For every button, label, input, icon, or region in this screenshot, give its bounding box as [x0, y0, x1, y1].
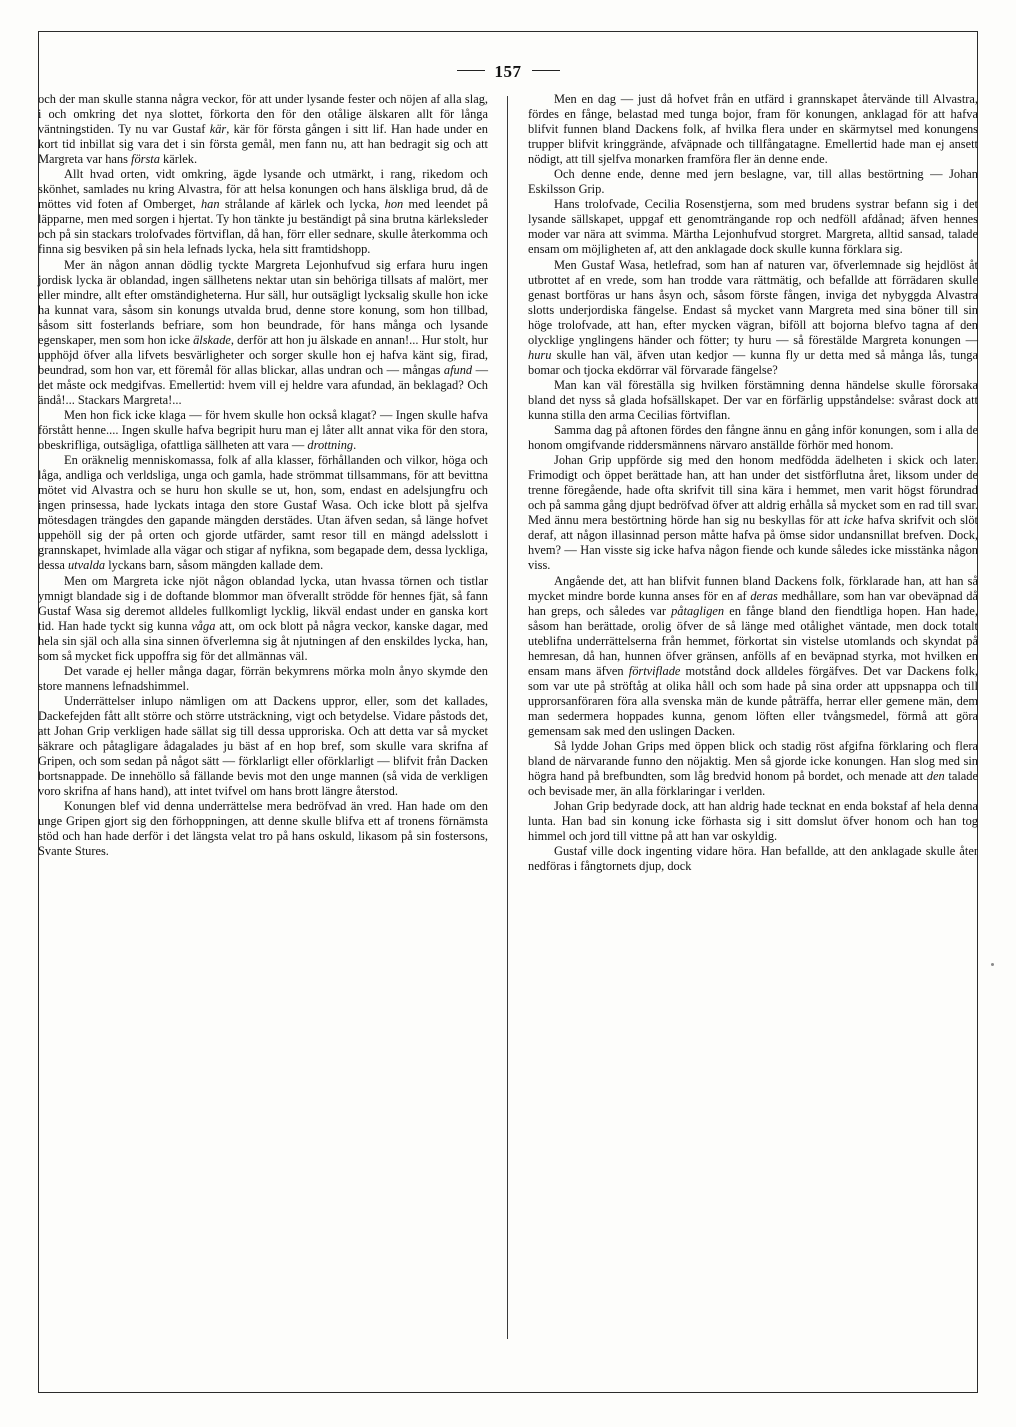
paragraph: Mer än någon annan dödlig tyckte Margreta Lejonhufvud sig erfara huru ingen jordisk lycka är oblandad, ingen sällhetens nektar utan sin behöriga tillsats af malört, mer eller mindre, allt efter omständigheterna. Hur säll, hur outsägligt lycksalig skulle hon icke ha kunnat vara, såsom sin konungs utvalda brud, denne store konung, som hon tillbad, såsom sitt fosterlands befriare, som hon beundrade, för hans många och lysande egenskaper, men som hon icke älskade, derför att hon ju älskade en annan!... Hur stolt, hur upphöjd öfver alla lifvets besvärligheter och sorger skulle hon ej hafva känt sig, firad, beundrad, som hon var, ett föremål för allas blickar, allas undran och — mångas afund — det måste ock medgifvas. Emellertid: hvem vill ej heldre vara afundad, än beklagad? Och ändå!... Stackars Margreta!...	[38, 257, 488, 407]
paragraph: Men om Margreta icke njöt någon oblandad lycka, utan hvassa törnen och tistlar ymnigt blandade sig i de doftande blommor man öfverallt strödde för hennes fjät, så fann Gustaf Wasa sig deremot alldeles fullkomligt lycklig, likväl endast under en ganska kort tid. Han hade tyckt sig kunna våga att, om ock blott på några veckor, kanske dagar, med hela sin själ och alla sina sinnen öfverlemna sig åt njutningen af den enskildes lycka, han, som så mycket fick uppoffra sig för det allmännas väl.	[38, 573, 489, 663]
page-number: 157	[494, 62, 522, 81]
page-header	[38, 62, 978, 82]
paragraph: Man kan väl föreställa sig hvilken förstämning denna händelse skulle förorsaka bland det nyss så glada hofsällskapet. Der var en förfärlig uppståndelse: svårast dock att kunna stilla den arma Cecilias förtviflan.	[528, 377, 978, 422]
paragraph: Johan Grip uppförde sig med den honom medfödda ädelheten i skick och later. Frimodigt och öppet berättade han, att han under det sistförflutna året, liksom under de trenne föregående, hade ofta skrifvit till sina kära i hemmet, men varit högst förundrad och på samma gång djupt bedröfvad öfver att aldrig erhålla så mycket som en rad till svar. Med ännu mera bestörtning hörde han sig nu beskyllas för att icke hafva skrifvit och slöt deraf, att någon illasinnad person måtte hafva på ömse sidor undansnillat brefven. Dock, hvem? — Han visste sig icke hafva någon fiende och kunde således icke misstänka någon viss.	[528, 453, 978, 573]
header-rule-right	[532, 70, 560, 71]
header-rule-left	[457, 70, 485, 71]
column-divider	[488, 92, 528, 1382]
paragraph: Men hon fick icke klaga — för hvem skulle hon också klagat? — Ingen skulle hafva förstått henne.... Ingen skulle hafva begripit huru man ej låter allt annat vika för den stora, obeskrifliga, outsägliga, ofattliga sällheten att vara — drottning.	[38, 407, 488, 453]
paragraph: Det varade ej heller många dagar, förrän bekymrens mörka moln ånyo skymde den store mannens lefnadshimmel.	[38, 663, 488, 693]
paragraph: Men Gustaf Wasa, hetlefrad, som han af naturen var, öfverlemnade sig hejdlöst åt utbrottet af en vrede, som han trodde vara rättmätig, och befallde att förrädaren skulle genast bortföras ur hans åsyn och, såsom förste fången, inviga det nybyggda Alvastra slotts underjordiska fängelse. Endast så mycket vann Margreta med sina böner till sin höge trolofvade, att han, efter mycken vägran, biföll att bojorna blefvo tagna af den olycklige ynglingens händer och fötter; ty huru — så förestälde Margreta konungen — huru skulle han väl, äfven utan kedjor — kunna fly ur detta med så många lås, tunga bomar och tjocka ekdörrar väl förvarade fängelse?	[528, 257, 978, 377]
paragraph: och der man skulle stanna några veckor, för att under lysande fester och nöjen af alla slag, i och omkring det nya slottet, förkorta den för den otålige älskaren allt för långa väntningstiden. Ty nu var Gustaf kär, kär för första gången i sitt lif. Han hade under en kort tid inbillat sig vara det i sin första gemål, men fann nu, att han bedragit sig och att Margreta var hans första kärlek.	[38, 92, 489, 167]
paragraph: Allt hvad orten, vidt omkring, ägde lysande och utmärkt, i rang, rikedom och skönhet, samlades nu kring Alvastra, för att helsa konungen och hans älskliga brud, då de möttes vid foten af Omberget, han strålande af kärlek och lycka, hon med leendet på läpparne, men med sorgen i hjertat. Ty hon tänkte ju beständigt på sina brutna kärleksleder och på sin stackars trolofvades förtviflan, då han, förr eller sednare, skulle återkomma och finna sig besviken på sin hela lefnads lycka, hela sitt framtidshopp.	[38, 167, 488, 257]
paragraph: Konungen blef vid denna underrättelse mera bedröfvad än vred. Han hade om den unge Gripen gjort sig den förhoppningen, att denne skulle blifva ett af tronens förnämsta stöd och han hade derför i det längsta velat tro på hans oskuld, likasom på sin fostersons, Svante Stures.	[38, 799, 488, 859]
paragraph: Underrättelser inlupo nämligen om att Dackens uppror, eller, som det kallades, Dackefejden fått allt större och större utsträckning, vigt och betydelse. Vidare påstods det, att Johan Grip verkligen hade sällat sig till dessa upproriska. Och att detta var så mycket säkrare och påtagligare ådagalades ju bäst af en hop bref, som skulle vara skrifna af Gripen, och som sedan på något sätt — förklarligt eller oförklarligt — blifvit från Dacken bortsnappade. De innehöllo så fällande bevis mot den unge mannen (så vida de verkligen voro skrifna af hans hand), att intet tvifvel om hans brott längre återstod.	[38, 693, 488, 799]
paragraph: Hans trolofvade, Cecilia Rosenstjerna, som med brudens systrar befann sig i det lysande sällskapet, uppgaf ett genomträngande rop och nedföll afdånad; äfven hennes moder var nära att svimma. Märtha Lejonhufvud storgret. Margreta, alltid sansad, talade ensam om möjligheten af, att den anklagade dock skulle kunna förklara sig.	[528, 197, 978, 257]
paragraph: Gustaf ville dock ingenting vidare höra. Han befallde, att den anklagade skulle åter nedföras i fångtornets djup, dock	[528, 844, 978, 874]
paragraph: Och denne ende, denne med jern beslagne, var, till allas bestörtning — Johan Eskilsson Grip.	[528, 167, 978, 197]
paragraph: Samma dag på aftonen fördes den fångne ännu en gång inför konungen, som i alla de honom omgifvande riddersmännens närvaro anställde förhör med honom.	[528, 423, 978, 453]
paragraph: Angående det, att han blifvit funnen bland Dackens folk, förklarade han, att han så mycket mindre borde kunna anses för en af deras medhållare, som han var obeväpnad då han greps, och således var påtagligen en fånge bland den fiendtliga hopen. Han hade, såsom han berättade, orolig öfver de så länge med otålighet väntade, men dock totalt uteblifna underrättelserna från hemmet, förkortat sin vistelse utomlands och skyndat på hemresan, då han, hunnen öfver gränsen, anfölls af en beväpnad styrka, mot hvilken en ensam mans äfven förtviflade motstånd dock alldeles förgäfves. Det var Dackens folk, som var ute på ströftåg at olika håll och som hade på sina order att uppsnappa och till upprorsanföraren föra alla svenska män de kunde påträffa, herrar eller gemene män, dem man sedermera hoppades kunna, genom löften eller tvångsmedel, förmå att göra gemensam sak med den uslingen Dacken.	[528, 573, 978, 738]
text-body	[38, 92, 978, 1382]
page-speck	[991, 963, 994, 966]
paragraph: En oräknelig menniskomassa, folk af alla klasser, förhållanden och vilkor, höga och låga, andliga och verldsliga, unga och gamla, hade strömmat tillsammans, för att bevittna mötet vid Alvastra och se huru hon skulle se ut, hon, som, endast en adelsjungfru och ingen prinsessa, hade lyckats intaga den store Gustaf Wasa. Och icke blott på sjelfva mötesdagen trängdes den gapande mängden derstädes. Utan äfven sedan, så länge hofvet uppehöll sig der på orten och gjorde utfärder, samt resor till en mängd adelsslott i grannskapet, hvimlade alla vägar och stigar af nyfikna, som begapade dem, dessa lyckliga, dessa utvalda lyckans barn, såsom mängden kallade dem.	[38, 453, 488, 573]
paragraph: Men en dag — just då hofvet från en utfärd i grannskapet återvände till Alvastra, fördes en fånge, belastad med tunga bojor, fram för konungen, anklagad för att hafva blifvit funnen bland Dackens folk, af hvilka flera under en skärmytsel med konungens trupper blifvit kringgrände, afväpnade och tillfångatagne. Emellertid hade man ej ansett nödigt, att till sjelfva monarken framföra fler än denne ende.	[528, 92, 978, 167]
column-right	[528, 92, 978, 1382]
column-left	[38, 92, 488, 1382]
paragraph: Så lydde Johan Grips med öppen blick och stadig röst afgifna förklaring och flera bland de närvarande funno den nöjaktig. Men så gjorde icke konungen. Han slog med sin högra hand på brefbundten, som låg bredvid honom på bordet, och menade att den talade och bevisade mer, än alla förklaringar i verlden.	[528, 739, 978, 799]
paragraph: Johan Grip bedyrade dock, att han aldrig hade tecknat en enda bokstaf af hela denna lunta. Han bad sin konung icke förhasta sig i sitt domslut öfver honom och han tog himmel och jord till vittne på att han var oskyldig.	[528, 799, 978, 844]
